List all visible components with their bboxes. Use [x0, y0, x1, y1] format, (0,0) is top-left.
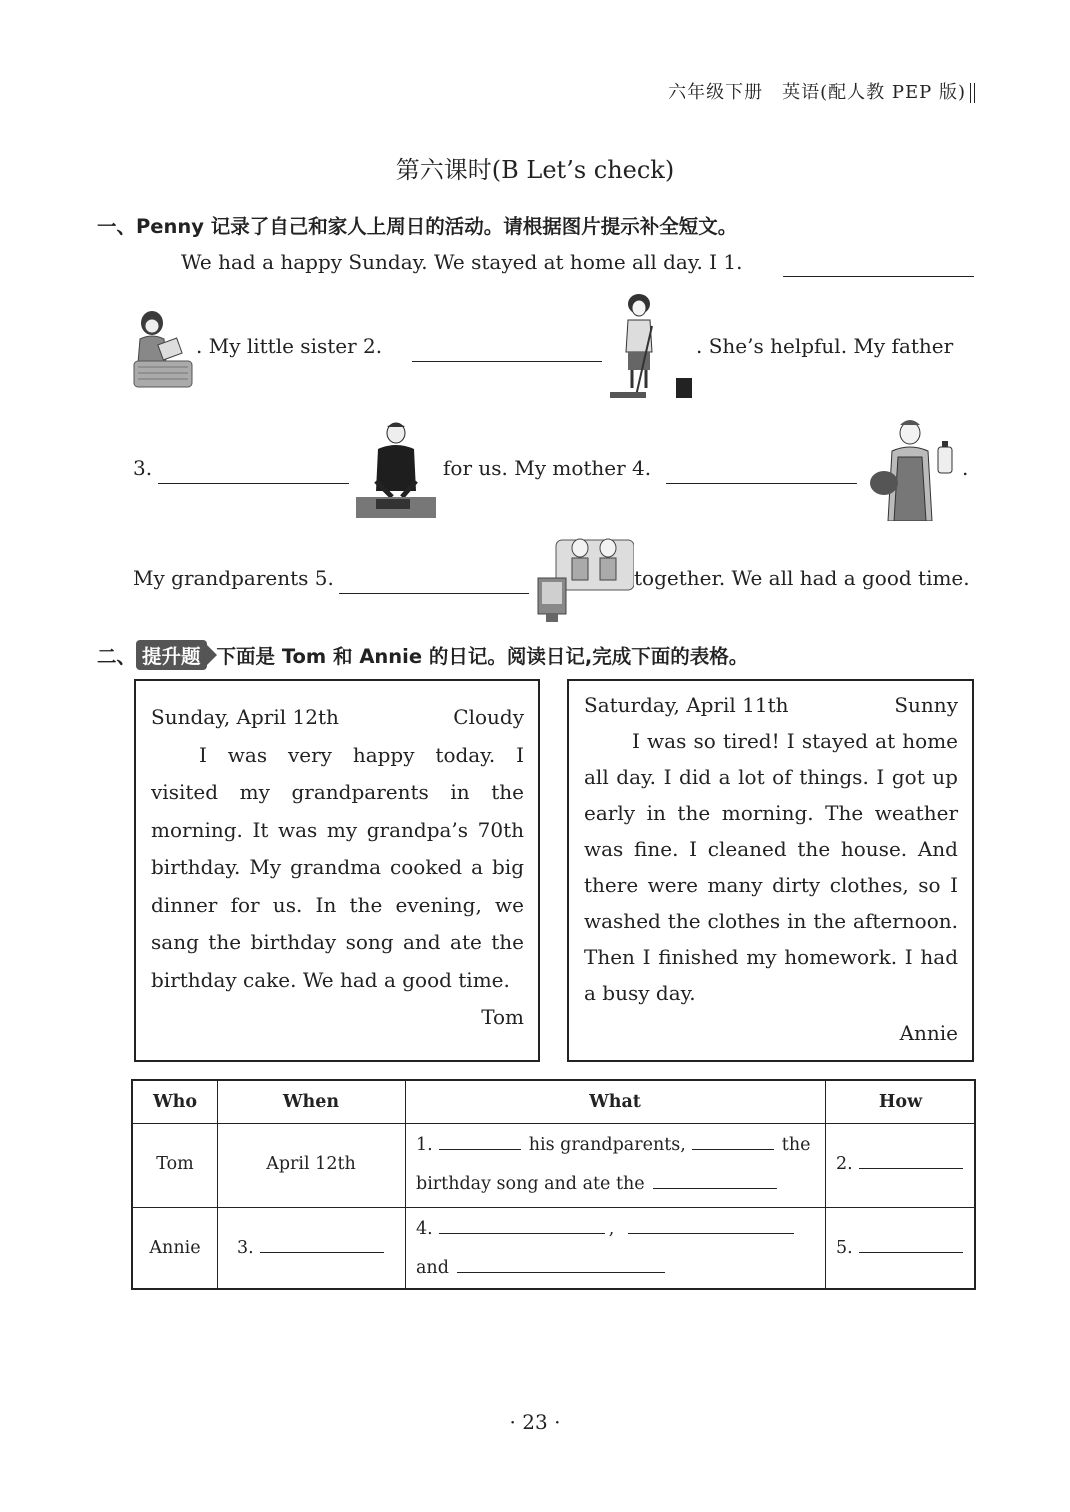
- row2-how: [836, 1238, 963, 1258]
- row2-when-number: 3.: [237, 1238, 254, 1258]
- annie-diary-date: Saturday, April 11th: [584, 693, 789, 717]
- section2-title: [97, 640, 748, 670]
- answer-blank-5[interactable]: [339, 592, 529, 594]
- passage-line-2a: . My little sister 2.: [196, 334, 383, 358]
- running-head-bar: [970, 83, 975, 103]
- row2-what-line2: [416, 1258, 665, 1278]
- row1-how-number: 2.: [836, 1154, 853, 1174]
- section1-instruction: Penny 记录了自己和家人上周日的活动。请根据图片提示补全短文。: [136, 215, 738, 238]
- table-divider: [405, 1081, 406, 1288]
- answer-blank-1[interactable]: [783, 275, 974, 277]
- tom-diary-text: I was very happy today. I visited my grandparents in the morning. It was my grandpa’s 70th birthday. My grandma cooked a big dinner for us. In the evening, we sang the birthday song and ate the birthday cake. We had a good time.: [151, 742, 524, 992]
- table-divider: [133, 1123, 974, 1124]
- section1-number: 一、: [97, 215, 137, 238]
- girl-mopping-picture: [606, 292, 696, 402]
- row1-what-line2: [416, 1174, 777, 1194]
- table-blank-4b[interactable]: [628, 1232, 794, 1234]
- table-blank-1a[interactable]: [439, 1148, 521, 1150]
- answer-blank-3[interactable]: [158, 482, 349, 484]
- tom-diary-header: [151, 699, 524, 737]
- table-header-what: What: [589, 1092, 641, 1112]
- running-head: [668, 78, 975, 104]
- row1-how: [836, 1154, 963, 1174]
- answer-blank-2[interactable]: [412, 360, 602, 362]
- answer-blank-4[interactable]: [666, 482, 857, 484]
- table-divider: [217, 1081, 218, 1288]
- row2-when: [237, 1238, 384, 1258]
- row2-what-number: 4.: [416, 1219, 433, 1239]
- table-blank-2[interactable]: [859, 1167, 963, 1169]
- annie-diary-header: [584, 687, 958, 723]
- passage-line-4b: together. We all had a good time.: [634, 566, 970, 590]
- section2-number: 二、: [97, 645, 137, 668]
- annie-diary-text: I was so tired! I stayed at home all day. I did a lot of things. I got up early in the morning. The weather was fine. I cleaned the house. And there were many dirty clothes, so I washed the clothes in the afternoon. Then I finished my homework. I had a busy day.: [584, 729, 958, 1005]
- passage-line-1-text: We had a happy Sunday. We stayed at home all day. I 1.: [181, 250, 743, 274]
- running-head-text: 六年级下册 英语(配人教 PEP 版): [668, 82, 966, 103]
- grandparents-tv-picture: [534, 530, 634, 626]
- tom-diary: [134, 679, 540, 1062]
- table-header-how: How: [878, 1092, 923, 1112]
- mother-washing-picture: [862, 417, 962, 521]
- lesson-title: 第六课时(B Let’s check): [395, 156, 675, 184]
- tom-diary-signature: Tom: [481, 1005, 524, 1029]
- annie-diary-weather: Sunny: [894, 693, 958, 717]
- tom-diary-weather: Cloudy: [453, 705, 524, 729]
- passage-line-4a: My grandparents 5.: [133, 566, 334, 590]
- page-number: · 23 ·: [509, 1410, 561, 1434]
- advanced-badge: 提升题: [136, 640, 207, 670]
- row2-what-comma: ,: [608, 1219, 615, 1239]
- table-header-when: When: [282, 1092, 340, 1112]
- row1-what-a: his grandparents,: [528, 1135, 686, 1155]
- passage-line-3a: 3.: [133, 456, 153, 480]
- tom-diary-date: Sunday, April 12th: [151, 705, 339, 729]
- girl-computer-picture: [130, 305, 196, 389]
- row1-what-c: birthday song and ate the: [416, 1174, 645, 1194]
- row1-when: April 12th: [266, 1154, 356, 1174]
- row1-what-b: the: [781, 1135, 811, 1155]
- table-blank-1c[interactable]: [653, 1187, 777, 1189]
- table-blank-1b[interactable]: [692, 1148, 774, 1150]
- passage-line-2b: . She’s helpful. My father: [696, 334, 954, 358]
- passage-line-1: [181, 250, 743, 274]
- row1-what-line1: [416, 1135, 810, 1155]
- passage-line-3b: for us. My mother 4.: [443, 456, 652, 480]
- section1-title: [97, 211, 737, 239]
- father-cooking-picture: [356, 421, 436, 518]
- table-divider: [133, 1207, 974, 1208]
- section2-instruction: 下面是 Tom 和 Annie 的日记。阅读日记,完成下面的表格。: [216, 645, 749, 668]
- annie-diary-signature: Annie: [899, 1021, 958, 1045]
- table-blank-4c[interactable]: [457, 1271, 665, 1273]
- passage-line-3c: .: [962, 456, 969, 480]
- row1-what-number: 1.: [416, 1135, 433, 1155]
- row1-who: Tom: [156, 1154, 194, 1174]
- table-header-who: Who: [152, 1092, 198, 1112]
- table-blank-5[interactable]: [859, 1251, 963, 1253]
- annie-diary: [567, 679, 974, 1062]
- row2-what-and: and: [416, 1258, 449, 1278]
- row2-who: Annie: [149, 1238, 201, 1258]
- summary-table: [131, 1079, 976, 1290]
- table-divider: [825, 1081, 826, 1288]
- table-blank-3[interactable]: [260, 1251, 384, 1253]
- row2-how-number: 5.: [836, 1238, 853, 1258]
- row2-what-line1: [416, 1219, 794, 1239]
- table-blank-4a[interactable]: [439, 1232, 605, 1234]
